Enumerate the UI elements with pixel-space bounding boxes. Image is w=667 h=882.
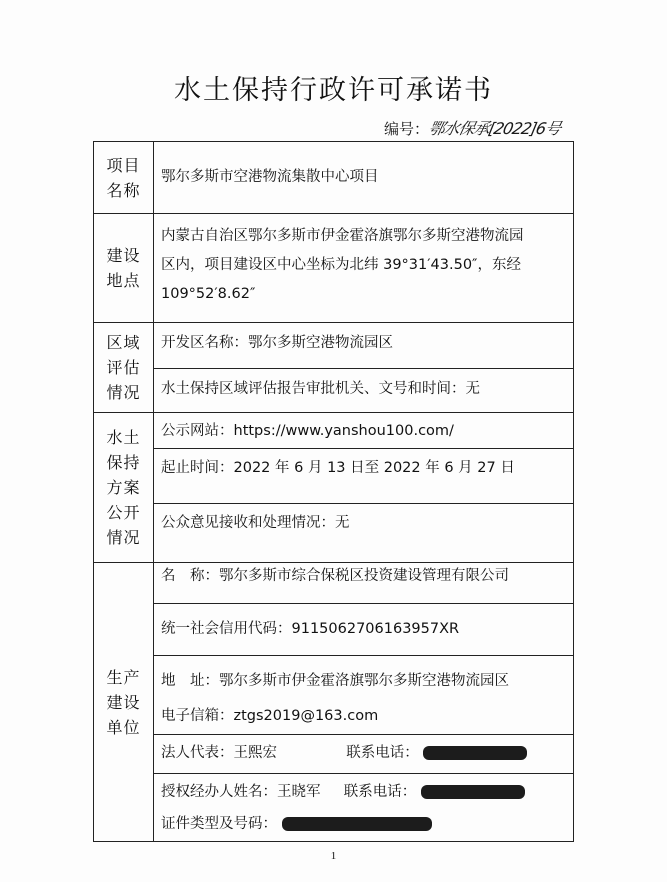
label-project-name: 项目 名称 [106,155,141,200]
sub-row-divider [153,503,573,504]
sub-row-divider [153,448,573,449]
zone-report-info: 水土保持区域评估报告审批机关、文号和时间：无 [161,381,480,397]
disclosure-website: 公示网站：https://www.yanshou100.com/ [161,423,454,439]
agent-phone-label: 联系电话： [343,784,417,800]
page-number: 1 [330,850,337,862]
label-location: 建设 地点 [106,245,141,290]
label-disclosure: 水土 保持 方案 公开 情况 [106,427,141,547]
redacted-id-number [282,817,432,831]
id-line [161,810,569,839]
document-title: 水土保持行政许可承诺书 [174,75,493,106]
row-divider [94,213,573,214]
legal-rep: 法人代表：王熙宏 [161,745,277,761]
sub-row-divider [153,368,573,369]
agent-line [161,778,569,807]
redacted-phone [421,785,525,799]
location-value: 内蒙古自治区鄂尔多斯市伊金霍洛旗鄂尔多斯空港物流园 区内，项目建设区中心坐标为北纬 39°31′43.50″，东经 109°52′8.62″ [161,228,524,302]
row-divider [94,412,573,413]
id-label: 证件类型及号码： [161,816,277,832]
sub-row-divider [153,655,573,656]
legal-phone-label: 联系电话： [346,745,419,761]
unit-email: 电子信箱：ztgs2019@163.com [161,708,379,724]
agent-name: 授权经办人姓名：王晓军 [161,784,321,800]
unit-name: 名 称：鄂尔多斯市综合保税区投资建设管理有限公司 [161,568,509,584]
commitment-form-table [93,141,574,842]
serial-value-handwritten: 鄂水保承[2022]6号 [426,119,563,138]
unit-credit-code: 统一社会信用代码：9115062706163957XR [161,621,460,637]
sub-row-divider [153,734,573,735]
disclosure-period: 起止时间：2022 年 6 月 13 日至 2022 年 6 月 27 日 [161,460,515,476]
legal-rep-line [161,739,569,768]
dev-zone-name: 开发区名称：鄂尔多斯空港物流园区 [161,335,393,351]
unit-address: 地 址：鄂尔多斯市伊金霍洛旗鄂尔多斯空港物流园区 [161,673,509,689]
row-divider [94,322,573,323]
serial-label: 编号： [384,120,430,138]
project-name-value: 鄂尔多斯市空港物流集散中心项目 [161,169,379,185]
column-divider [153,142,154,841]
serial-number [384,116,563,139]
label-construction-unit: 生产 建设 单位 [106,668,141,737]
redacted-phone [423,746,527,760]
sub-row-divider [153,773,573,774]
label-zone-assessment: 区域 评估 情况 [106,332,141,402]
sub-row-divider [153,603,573,604]
public-opinion: 公众意见接收和处理情况：无 [161,515,350,531]
